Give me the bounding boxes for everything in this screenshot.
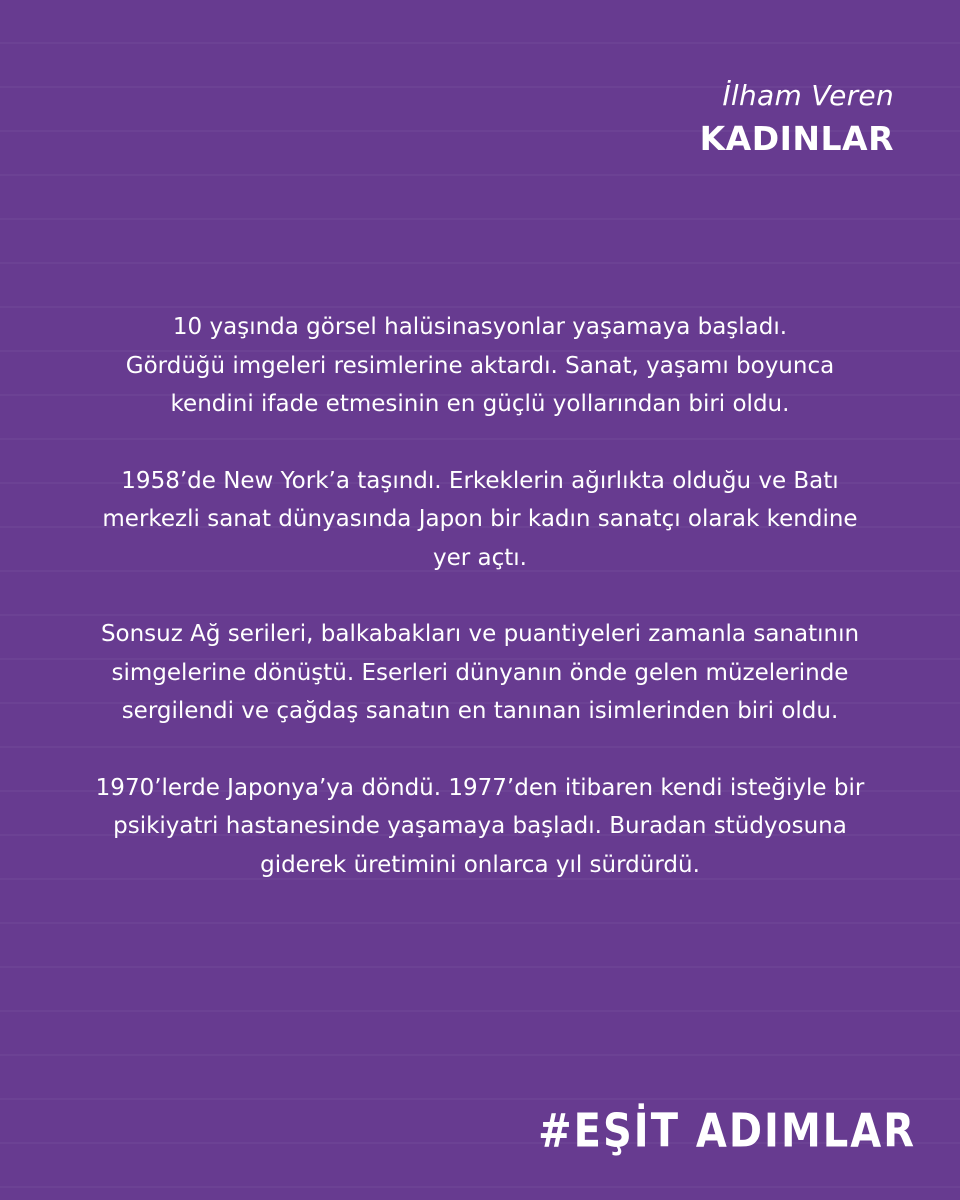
header-title: KADINLAR	[699, 119, 894, 158]
header-subtitle: İlham Veren	[722, 79, 894, 112]
paragraph-4	[30, 769, 930, 885]
paragraph-line: 1958’de New York’a taşındı. Erkeklerin ağırlıkta olduğu ve Batı	[121, 467, 839, 494]
paragraph-2	[30, 462, 930, 578]
paragraph-line: 10 yaşında görsel halüsinasyonlar yaşamaya başladı.	[172, 314, 788, 340]
brand-hashtag-logo: #EŞİT ADIMLAR	[538, 1105, 916, 1158]
paragraph-line: Sonsuz Ağ serileri, balkabakları ve puantiyeleri zamanla sanatının	[100, 621, 860, 647]
paragraph-line: Gördüğü imgeleri resimlerine aktardı. Sanat, yaşamı boyunca	[125, 352, 835, 379]
paragraph-line: sergilendi ve çağdaş sanatın en tanınan isimlerinden biri oldu.	[121, 698, 839, 724]
paragraph-1	[30, 308, 930, 424]
paragraph-line: giderek üretimini onlarca yıl sürdürdü.	[260, 851, 700, 878]
paragraph-line: simgelerine dönüştü. Eserleri dünyanın önde gelen müzelerinde	[111, 659, 849, 686]
body-text	[30, 308, 930, 922]
paragraph-line: kendini ifade etmesinin en güçlü yollarından biri oldu.	[170, 391, 790, 417]
paragraph-line: merkezli sanat dünyasında Japon bir kadın sanatçı olarak kendine	[102, 506, 858, 532]
paragraph-3	[30, 615, 930, 731]
paragraph-line: 1970’lerde Japonya’ya döndü. 1977’den itibaren kendi isteğiyle bir	[95, 774, 865, 801]
paragraph-line: psikiyatri hastanesinde yaşamaya başladı. Buradan stüdyosuna	[113, 813, 847, 839]
paragraph-line: yer açtı.	[433, 544, 527, 571]
header	[700, 78, 894, 161]
